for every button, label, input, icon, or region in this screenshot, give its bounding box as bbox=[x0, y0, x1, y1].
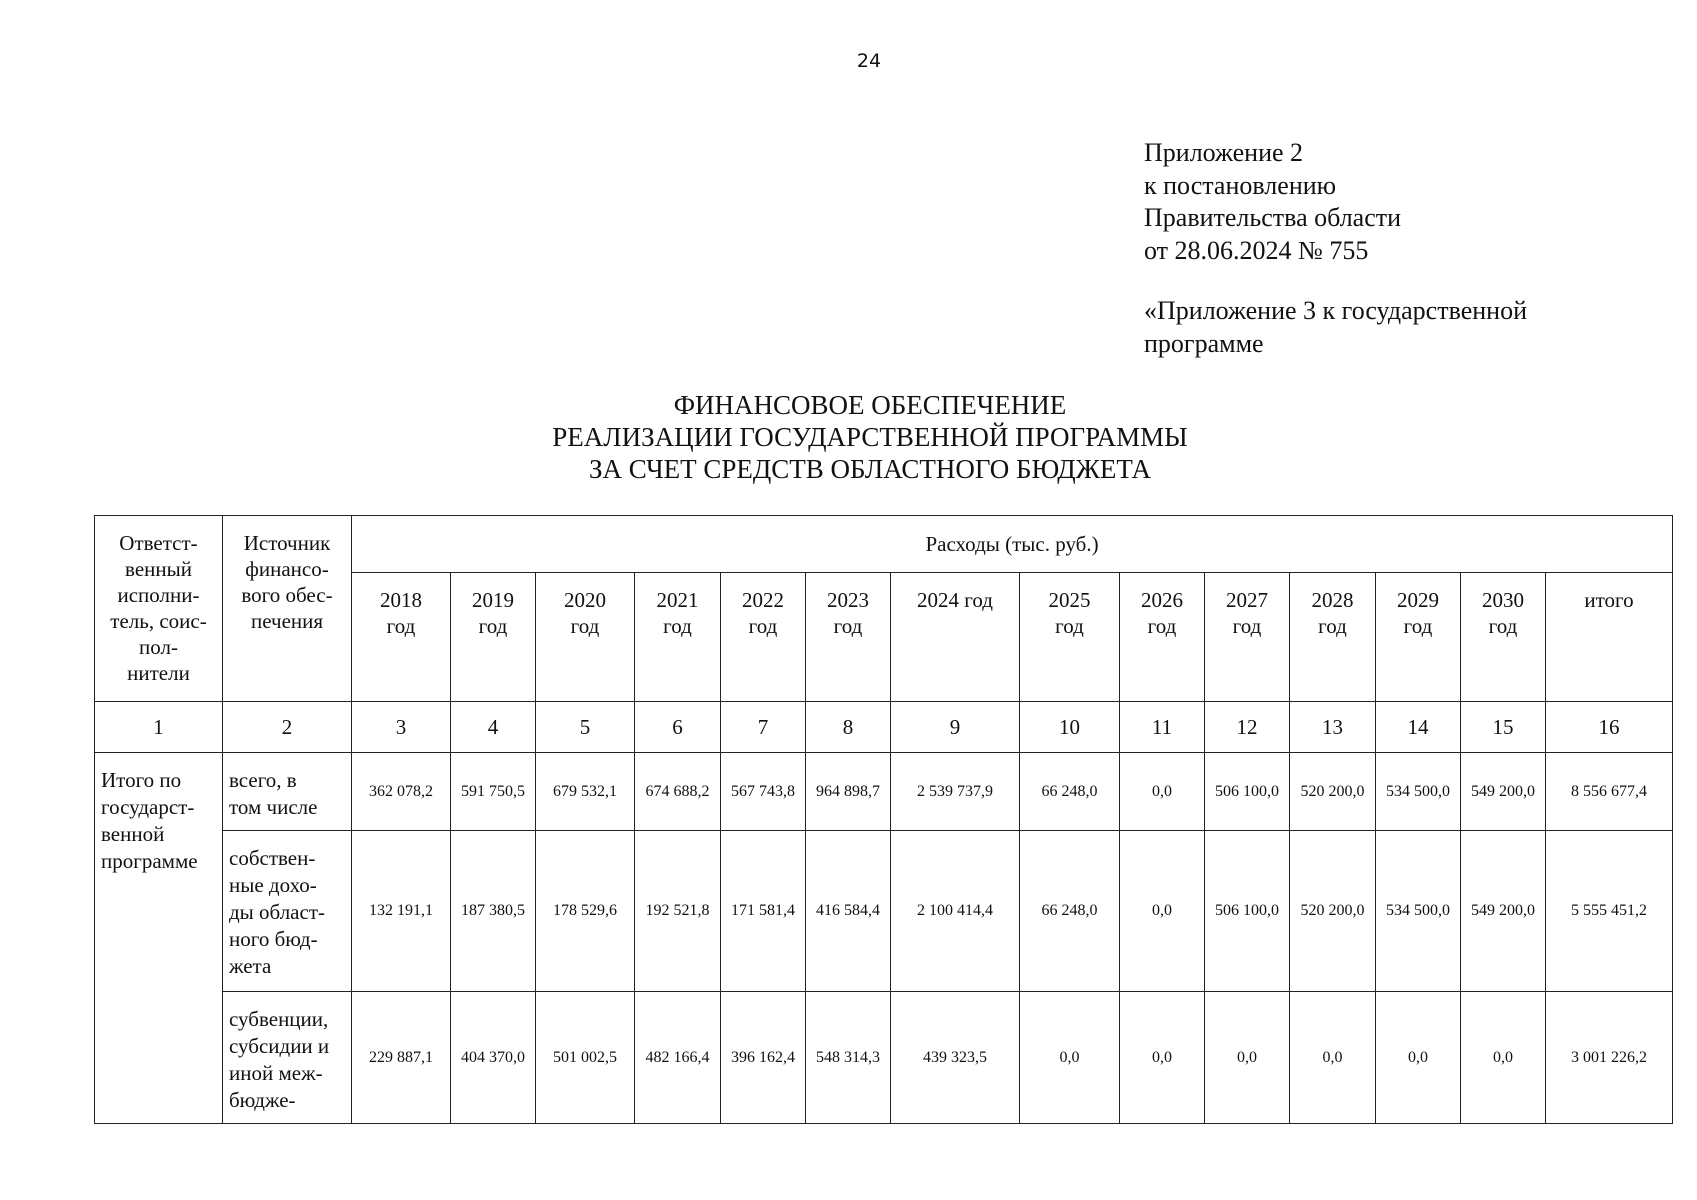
year-header: 2018 год bbox=[352, 573, 451, 702]
value-cell: 506 100,0 bbox=[1205, 831, 1290, 992]
value-cell: 0,0 bbox=[1120, 753, 1205, 831]
value-cell: 549 200,0 bbox=[1461, 831, 1546, 992]
program-appendix-line: «Приложение 3 к государственной bbox=[1144, 296, 1527, 325]
column-number: 5 bbox=[536, 702, 635, 753]
year-header: 2022 год bbox=[721, 573, 806, 702]
value-cell: 439 323,5 bbox=[891, 992, 1020, 1124]
value-cell: 674 688,2 bbox=[635, 753, 721, 831]
appendix-line: Приложение 2 bbox=[1144, 138, 1304, 167]
value-cell: 229 887,1 bbox=[352, 992, 451, 1124]
table-row bbox=[95, 992, 1673, 1124]
column-number: 13 bbox=[1290, 702, 1376, 753]
value-cell: 0,0 bbox=[1020, 992, 1120, 1124]
total-cell: 5 555 451,2 bbox=[1546, 831, 1673, 992]
appendix-block bbox=[1144, 137, 1664, 360]
value-cell: 187 380,5 bbox=[451, 831, 536, 992]
value-cell: 501 002,5 bbox=[536, 992, 635, 1124]
value-cell: 416 584,4 bbox=[806, 831, 891, 992]
value-cell: 520 200,0 bbox=[1290, 831, 1376, 992]
header-expenses: Расходы (тыс. руб.) bbox=[352, 516, 1673, 573]
source-cell: собствен- ные дохо- ды област- ного бюд- жета bbox=[223, 831, 352, 992]
column-number: 7 bbox=[721, 702, 806, 753]
appendix-line: от 28.06.2024 № 755 bbox=[1144, 235, 1369, 265]
value-cell: 0,0 bbox=[1120, 992, 1205, 1124]
value-cell: 192 521,8 bbox=[635, 831, 721, 992]
financing-table bbox=[94, 515, 1673, 1124]
column-number: 2 bbox=[223, 702, 352, 753]
title-line: ФИНАНСОВОЕ ОБЕСПЕЧЕНИЕ bbox=[673, 390, 1067, 420]
column-number: 16 bbox=[1546, 702, 1673, 753]
title-line: ЗА СЧЕТ СРЕДСТВ ОБЛАСТНОГО БЮДЖЕТА bbox=[588, 454, 1152, 484]
column-number: 15 bbox=[1461, 702, 1546, 753]
appendix-line: к постановлению bbox=[1144, 170, 1337, 200]
year-header: 2023 год bbox=[806, 573, 891, 702]
value-cell: 396 162,4 bbox=[721, 992, 806, 1124]
program-appendix-line: программе bbox=[1144, 328, 1264, 358]
value-cell: 567 743,8 bbox=[721, 753, 806, 831]
value-cell: 520 200,0 bbox=[1290, 753, 1376, 831]
value-cell: 534 500,0 bbox=[1376, 753, 1461, 831]
value-cell: 591 750,5 bbox=[451, 753, 536, 831]
executor-cell: Итого по государст- венной программе bbox=[95, 753, 223, 1124]
value-cell: 0,0 bbox=[1290, 992, 1376, 1124]
column-number: 12 bbox=[1205, 702, 1290, 753]
document-title bbox=[470, 389, 1270, 485]
value-cell: 482 166,4 bbox=[635, 992, 721, 1124]
total-cell: 3 001 226,2 bbox=[1546, 992, 1673, 1124]
column-number-row bbox=[95, 702, 1673, 753]
value-cell: 0,0 bbox=[1120, 831, 1205, 992]
value-cell: 964 898,7 bbox=[806, 753, 891, 831]
column-number: 10 bbox=[1020, 702, 1120, 753]
source-cell: субвенции, субсидии и иной меж- бюдже- bbox=[223, 992, 352, 1124]
year-header: 2020 год bbox=[536, 573, 635, 702]
value-cell: 0,0 bbox=[1205, 992, 1290, 1124]
header-executor: Ответст- венный исполни- тель, соис- пол- нители bbox=[95, 516, 223, 702]
value-cell: 679 532,1 bbox=[536, 753, 635, 831]
year-header: 2026 год bbox=[1120, 573, 1205, 702]
year-header: 2021 год bbox=[635, 573, 721, 702]
column-number: 4 bbox=[451, 702, 536, 753]
value-cell: 132 191,1 bbox=[352, 831, 451, 992]
year-header: 2029 год bbox=[1376, 573, 1461, 702]
column-number: 3 bbox=[352, 702, 451, 753]
value-cell: 66 248,0 bbox=[1020, 831, 1120, 992]
column-number: 11 bbox=[1120, 702, 1205, 753]
column-number: 8 bbox=[806, 702, 891, 753]
year-header: 2027 год bbox=[1205, 573, 1290, 702]
value-cell: 2 100 414,4 bbox=[891, 831, 1020, 992]
value-cell: 178 529,6 bbox=[536, 831, 635, 992]
table-row bbox=[95, 831, 1673, 992]
year-header: 2024 год bbox=[891, 573, 1020, 702]
appendix-line: Правительства области bbox=[1144, 203, 1402, 232]
value-cell: 0,0 bbox=[1376, 992, 1461, 1124]
value-cell: 534 500,0 bbox=[1376, 831, 1461, 992]
value-cell: 0,0 bbox=[1461, 992, 1546, 1124]
value-cell: 549 200,0 bbox=[1461, 753, 1546, 831]
title-line: РЕАЛИЗАЦИИ ГОСУДАРСТВЕННОЙ ПРОГРАММЫ bbox=[552, 422, 1188, 452]
year-header: 2028 год bbox=[1290, 573, 1376, 702]
value-cell: 2 539 737,9 bbox=[891, 753, 1020, 831]
total-header: итого bbox=[1546, 573, 1673, 702]
value-cell: 506 100,0 bbox=[1205, 753, 1290, 831]
year-header: 2019 год bbox=[451, 573, 536, 702]
value-cell: 66 248,0 bbox=[1020, 753, 1120, 831]
year-header: 2030 год bbox=[1461, 573, 1546, 702]
column-number: 9 bbox=[891, 702, 1020, 753]
value-cell: 171 581,4 bbox=[721, 831, 806, 992]
value-cell: 404 370,0 bbox=[451, 992, 536, 1124]
total-cell: 8 556 677,4 bbox=[1546, 753, 1673, 831]
column-number: 1 bbox=[95, 702, 223, 753]
column-number: 14 bbox=[1376, 702, 1461, 753]
source-cell: всего, в том числе bbox=[223, 753, 352, 831]
value-cell: 548 314,3 bbox=[806, 992, 891, 1124]
year-header: 2025 год bbox=[1020, 573, 1120, 702]
column-number: 6 bbox=[635, 702, 721, 753]
page-number: 24 bbox=[856, 50, 882, 72]
value-cell: 362 078,2 bbox=[352, 753, 451, 831]
table-row bbox=[95, 753, 1673, 831]
header-source: Источник финансо- вого обес- печения bbox=[223, 516, 352, 702]
